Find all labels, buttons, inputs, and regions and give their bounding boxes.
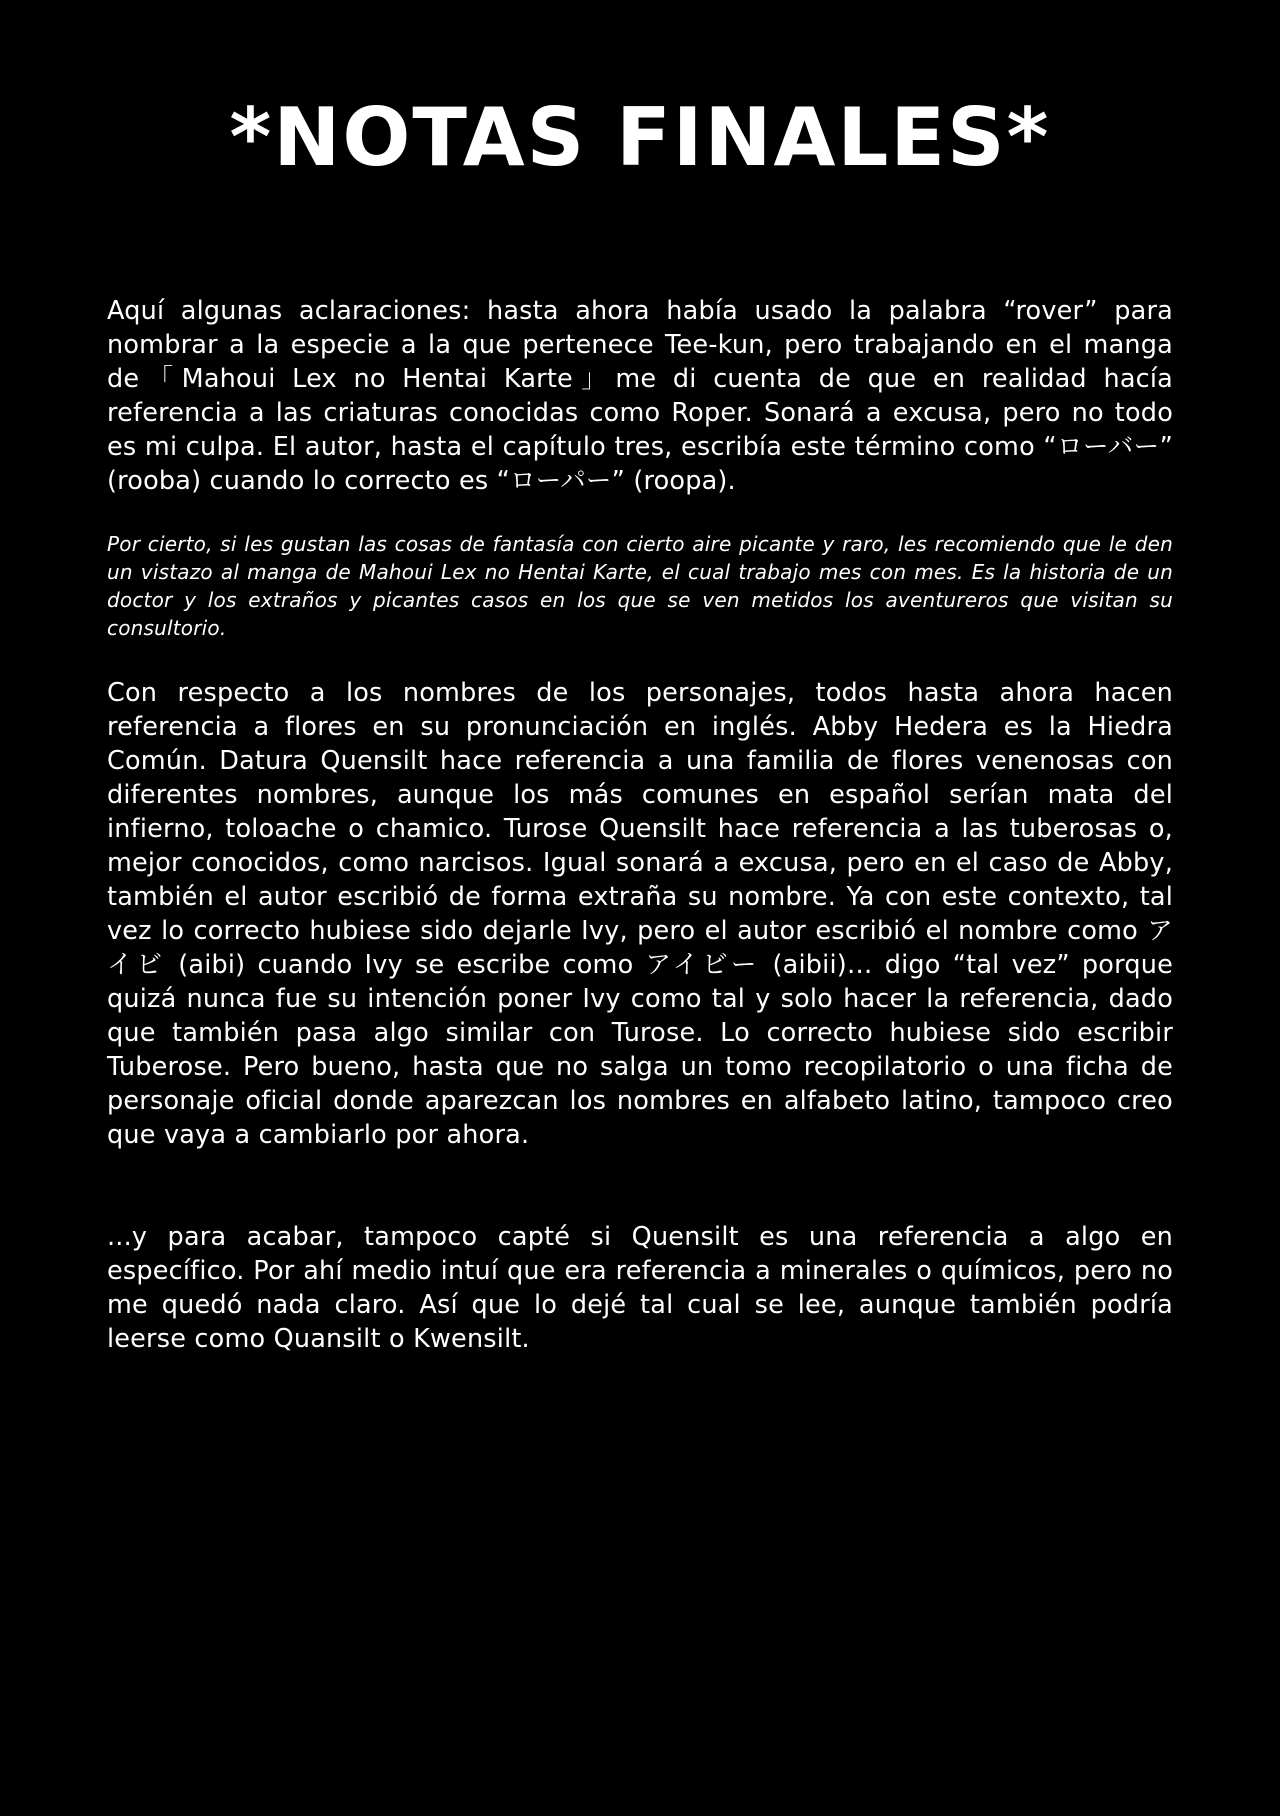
paragraph-recommendation: Por cierto, si les gustan las cosas de fantasía con cierto aire picante y raro, les recomiendo que le den un vistazo al manga de Mahoui Lex no Hentai Karte, el cual trabajo mes con mes. Es la historia de un doctor y los extraños y picantes casos en los que se ven metidos los aventureros que visitan su consultorio. <box>107 532 1173 640</box>
paragraph-character-names: Con respecto a los nombres de los personajes, todos hasta ahora hacen referencia a flores en su pronunciación en inglés. Abby Hedera es la Hiedra Común. Datura Quensilt hace referencia a una familia de flores venenosas con diferentes nombres, aunque los más comunes en español serían mata del infierno, toloache o chamico. Turose Quensilt hace referencia a las tuberosas o, mejor conocidos, como narcisos. Igual sonará a excusa, pero en el caso de Abby, también el autor escribió de forma extraña su nombre. Ya con este contexto, tal vez lo correcto hubiese sido dejarle Ivy, pero el autor escribió el nombre como アイビ (aibi) cuando Ivy se escribe como アイビー (aibii)… digo “tal vez” porque quizá nunca fue su intención poner Ivy como tal y solo hacer la referencia, dado que también pasa algo similar con Turose. Lo correcto hubiese sido escribir Tuberose. Pero bueno, hasta que no salga un tomo recopilatorio o una ficha de personaje oficial donde aparezcan los nombres en alfabeto latino, tampoco creo que vaya a cambiarlo por ahora. <box>107 678 1173 1150</box>
page-title: *NOTAS FINALES* <box>229 91 1051 184</box>
paragraph-clarifications: Aquí algunas aclaraciones: hasta ahora había usado la palabra “rover” para nombrar a la especie a la que pertenece Tee-kun, pero trabajando en el manga de「Mahoui Lex no Hentai Karte」me di cuenta de que en realidad hacía referencia a las criaturas conocidas como Roper. Sonará a excusa, pero no todo es mi culpa. El autor, hasta el capítulo tres, escribía este término como “ローバー” (rooba) cuando lo correcto es “ローパー” (roopa). <box>107 296 1173 496</box>
paragraph-closing: ...y para acabar, tampoco capté si Quensilt es una referencia a algo en específico. Por ahí medio intuí que era referencia a minerales o químicos, pero no me quedó nada claro. Así que lo dejé tal cual se lee, aunque también podría leerse como Quansilt o Kwensilt. <box>107 1222 1173 1354</box>
